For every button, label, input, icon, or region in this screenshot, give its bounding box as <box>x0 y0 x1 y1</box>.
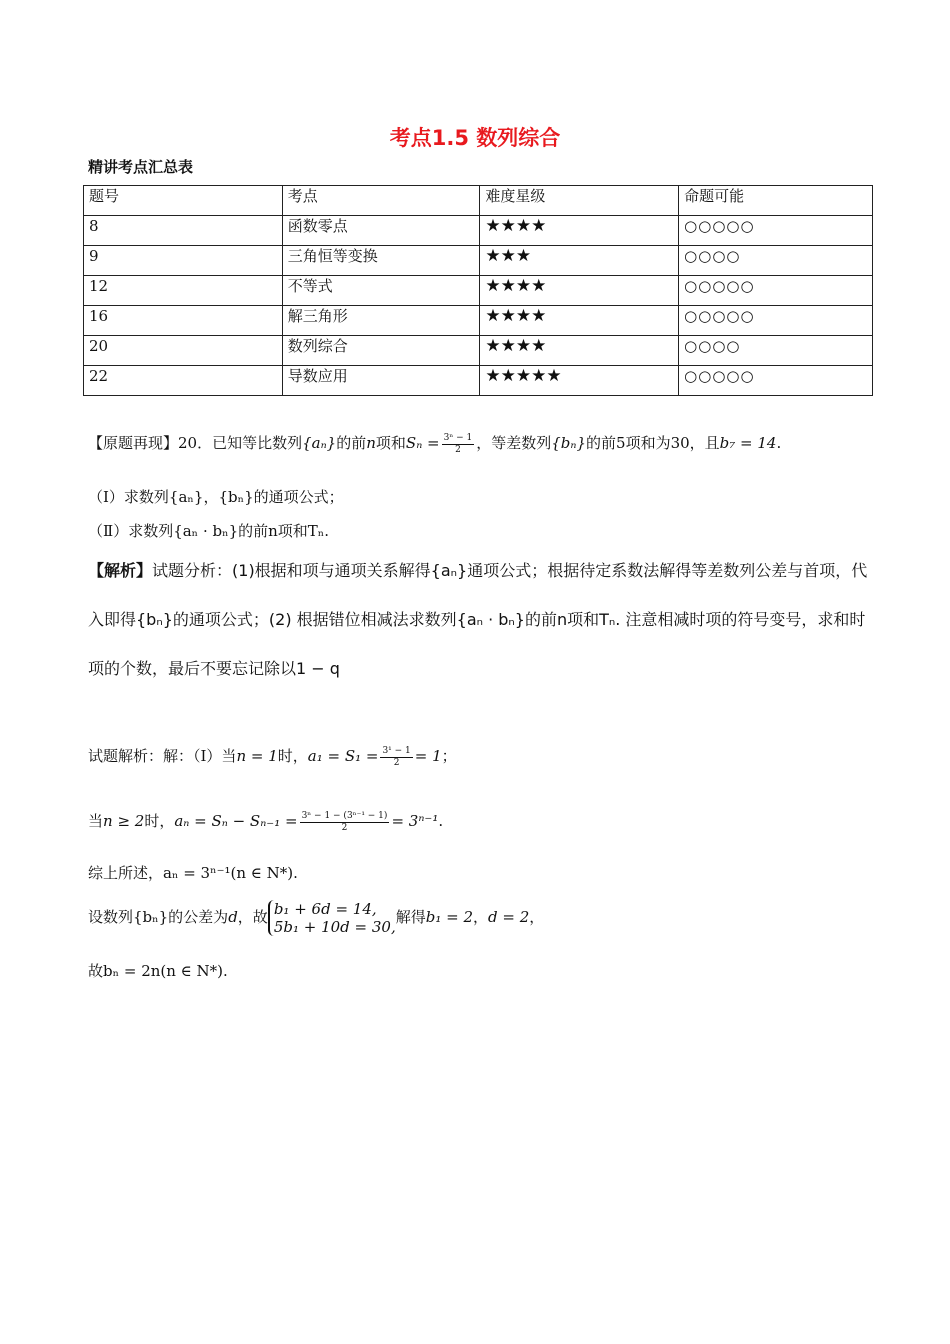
solution-text: ，故 <box>237 908 268 926</box>
math-expression: n = 1 <box>236 747 278 765</box>
equation-row: b₁ + 6d = 14, <box>273 900 377 918</box>
analysis-paragraph <box>88 546 868 693</box>
solution-text: ， <box>473 908 489 926</box>
equation-row: 5b₁ + 10d = 30, <box>273 918 396 936</box>
cell-topic: 导数应用 <box>282 366 480 396</box>
math-sn: Sₙ = <box>405 434 440 452</box>
math-n: n <box>366 434 376 452</box>
cell-likelihood-circles: ○○○○○ <box>679 366 873 396</box>
problem-text: 20．已知等比数列 <box>178 434 303 452</box>
math-expression: = 3ⁿ⁻¹ <box>391 812 439 830</box>
solution-text: 解得 <box>395 908 426 926</box>
math-bn: {bₙ} <box>551 434 587 452</box>
problem-text: 的前 <box>336 434 367 452</box>
problem-text: 项和 <box>375 434 406 452</box>
fraction-numerator: 3ⁿ − 1 − (3ⁿ⁻¹ − 1) <box>301 810 388 821</box>
solution-text: 试题解析：解：（Ⅰ）当 <box>88 747 237 765</box>
cell-difficulty-stars: ★★★★ <box>480 336 679 366</box>
cell-difficulty-stars: ★★★ <box>480 246 679 276</box>
problem-part-2: （Ⅱ）求数列{aₙ · bₙ}的前n项和Tₙ. <box>88 522 330 540</box>
solution-text: 设数列{bₙ}的公差为 <box>88 908 229 926</box>
math-expression: d <box>228 908 238 926</box>
problem-text: 的前5项和为30，且 <box>586 434 720 452</box>
math-expression: a₁ = S₁ = <box>307 747 379 765</box>
cell-likelihood-circles: ○○○○○ <box>679 276 873 306</box>
table-row <box>84 276 873 306</box>
math-b7: b₇ = 14 <box>719 434 777 452</box>
problem-text: ，等差数列 <box>476 434 552 452</box>
table-row <box>84 306 873 336</box>
solution-text: 当 <box>88 812 104 830</box>
cell-topic: 数列综合 <box>282 336 480 366</box>
solution-text: 时， <box>144 812 175 830</box>
solution-line-4 <box>88 900 544 936</box>
table-row <box>84 336 873 366</box>
fraction <box>300 811 390 834</box>
cell-topic: 三角恒等变换 <box>282 246 480 276</box>
table-caption: 精讲考点汇总表 <box>88 158 194 176</box>
equation-system <box>268 900 396 936</box>
fraction-numerator: 3¹ − 1 <box>382 745 411 756</box>
problem-text: . <box>776 434 782 452</box>
solution-text: ， <box>529 908 545 926</box>
header-topic: 考点 <box>282 186 480 216</box>
cell-number: 22 <box>84 366 283 396</box>
math-expression: b₁ = 2 <box>425 908 474 926</box>
cell-topic: 解三角形 <box>282 306 480 336</box>
solution-line-2 <box>88 810 443 834</box>
fraction-denominator: 2 <box>455 444 461 455</box>
fraction-denominator: 2 <box>393 757 400 768</box>
cell-number: 16 <box>84 306 283 336</box>
header-difficulty: 难度星级 <box>480 186 679 216</box>
table-row <box>84 246 873 276</box>
math-expression: n ≥ 2 <box>103 812 145 830</box>
problem-label: 【原题再现】 <box>88 434 179 452</box>
cell-difficulty-stars: ★★★★ <box>480 306 679 336</box>
cell-topic: 不等式 <box>282 276 480 306</box>
table-header-row <box>84 186 873 216</box>
cell-topic: 函数零点 <box>282 216 480 246</box>
cell-difficulty-stars: ★★★★ <box>480 216 679 246</box>
cell-difficulty-stars: ★★★★ <box>480 276 679 306</box>
analysis-label: 【解析】 <box>88 561 153 580</box>
fraction-denominator: 2 <box>341 822 348 833</box>
cell-likelihood-circles: ○○○○○ <box>679 216 873 246</box>
table-row <box>84 366 873 396</box>
header-number: 题号 <box>84 186 283 216</box>
solution-text: . <box>438 812 444 830</box>
cell-number: 8 <box>84 216 283 246</box>
header-likelihood: 命题可能 <box>679 186 873 216</box>
math-expression: = 1 <box>414 747 442 765</box>
fraction <box>442 433 475 456</box>
summary-table <box>83 185 873 396</box>
solution-line-3: 综上所述，aₙ = 3ⁿ⁻¹(n ∈ N*). <box>88 864 298 882</box>
cell-difficulty-stars: ★★★★★ <box>480 366 679 396</box>
cell-likelihood-circles: ○○○○○ <box>679 306 873 336</box>
problem-statement <box>88 432 781 456</box>
analysis-text: 试题分析：(1)根据和项与通项关系解得{aₙ}通项公式；根据待定系数法解得等差数列公差与首项，代入即得{bₙ}的通项公式；(2) 根据错位相减法求数列{aₙ · bₙ}的前n项和Tₙ. 注意相减时项的符号变号，求和时项的个数，最后不要忘记除以1 − q <box>88 561 868 678</box>
math-expression: aₙ = Sₙ − Sₙ₋₁ = <box>174 812 298 830</box>
math-expression: d = 2 <box>488 908 530 926</box>
table-row <box>84 216 873 246</box>
cell-number: 12 <box>84 276 283 306</box>
solution-text: 时， <box>277 747 308 765</box>
solution-line-1 <box>88 745 457 769</box>
fraction-numerator: 3ⁿ − 1 <box>443 432 473 443</box>
cell-likelihood-circles: ○○○○ <box>679 246 873 276</box>
cell-likelihood-circles: ○○○○ <box>679 336 873 366</box>
math-an: {aₙ} <box>302 434 337 452</box>
solution-text: ； <box>441 747 457 765</box>
fraction <box>380 746 412 769</box>
solution-line-5: 故bₙ = 2n(n ∈ N*). <box>88 962 228 980</box>
page-title: 考点1.5 数列综合 <box>389 126 561 150</box>
cell-number: 20 <box>84 336 283 366</box>
cell-number: 9 <box>84 246 283 276</box>
problem-part-1: （Ⅰ）求数列{aₙ}，{bₙ}的通项公式； <box>88 488 344 506</box>
